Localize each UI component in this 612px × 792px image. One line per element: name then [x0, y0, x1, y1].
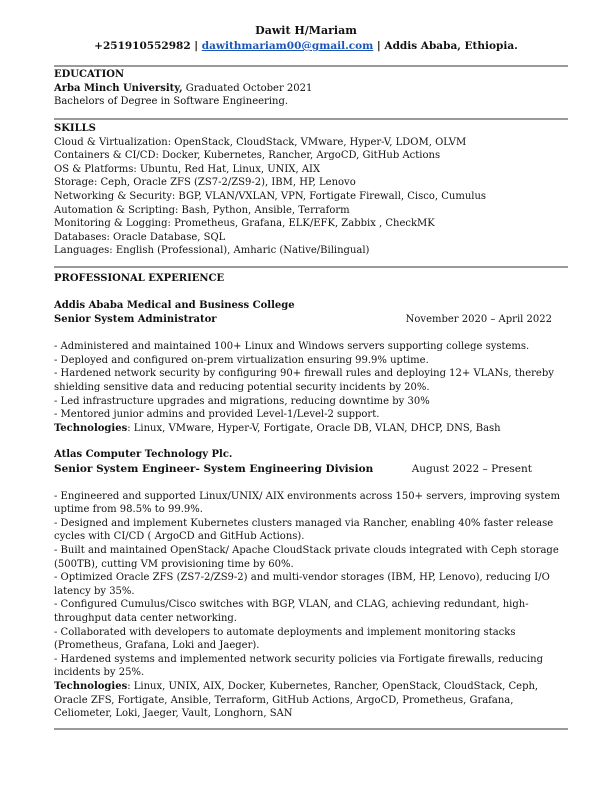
- job-bullet: - Built and maintained OpenStack/ Apache CloudStack private clouds integrated with Ceph storage (500TB), cutting VM provisioning time by 60%.: [54, 544, 559, 570]
- section-divider: [54, 65, 568, 67]
- job-bullet: - Collaborated with developers to automate deployments and implement monitoring stacks (Prometheus, Grafana, Loki and Jaeger).: [54, 626, 516, 652]
- degree: Bachelors of Degree in Software Engineering.: [54, 96, 289, 108]
- email-link[interactable]: dawithmariam00@gmail.com: [201, 40, 374, 52]
- job-title-row: [54, 313, 568, 327]
- section-divider: [54, 266, 568, 268]
- job-title: Senior System Engineer- System Engineering Division: [54, 462, 374, 475]
- skills-heading: SKILLS: [54, 123, 96, 134]
- job-bullet: - Led infrastructure upgrades and migrations, reducing downtime by 30%: [54, 395, 430, 407]
- skill-line: OS & Platforms: Ubuntu, Red Hat, Linux, UNIX, AIX: [54, 163, 321, 175]
- skills-section: [54, 122, 568, 258]
- skill-line: Storage: Ceph, Oracle ZFS (ZS7-2/ZS9-2), IBM, HP, Lenovo: [54, 177, 356, 189]
- job-title: Senior System Administrator: [54, 313, 217, 325]
- experience-heading-block: [54, 272, 568, 286]
- job-dates: August 2022 – Present: [411, 462, 532, 475]
- skill-line: Automation & Scripting: Bash, Python, Ansible, Terraform: [54, 204, 350, 216]
- education-section: [54, 68, 568, 109]
- skill-line: Networking & Security: BGP, VLAN/VXLAN, VPN, Fortigate Firewall, Cisco, Cumulus: [54, 190, 487, 202]
- experience-heading: PROFESSIONAL EXPERIENCE: [54, 273, 225, 284]
- company-name: Addis Ababa Medical and Business College: [54, 300, 295, 311]
- job-bullet: - Optimized Oracle ZFS (ZS7-2/ZS9-2) and multi-vendor storages (IBM, HP, Lenovo), reducing I/O latency by 35%.: [54, 572, 550, 597]
- candidate-name: Dawit H/Mariam: [255, 24, 357, 37]
- technologies-line: [54, 680, 568, 721]
- skill-line: Cloud & Virtualization: OpenStack, CloudStack, VMware, Hyper-V, LDOM, OLVM: [54, 136, 467, 148]
- job-bullet: - Designed and implement Kubernetes clusters managed via Rancher, enabling 40% faster release cycles with CI/CD ( ArgoCD and GitHub Actions).: [54, 517, 554, 543]
- technologies-label: Technologies: [54, 422, 128, 434]
- job-bullet: - Hardened network security by configuring 90+ firewall rules and deploying 12+ VLANs, thereby shielding sensitive data and reducing potential security incidents by 20%.: [54, 368, 554, 393]
- job-bullet: - Mentored junior admins and provided Level-1/Level-2 support.: [54, 409, 380, 421]
- job-bullet: - Deployed and configured on-prem virtualization ensuring 99.9% uptime.: [54, 354, 429, 366]
- section-divider: [54, 118, 568, 120]
- job-dates: November 2020 – April 2022: [405, 313, 552, 325]
- skill-line: Monitoring & Logging: Prometheus, Grafana, ELK/EFK, Zabbix , CheckMK: [54, 218, 435, 230]
- location: Addis Ababa, Ethiopia.: [384, 40, 518, 52]
- job-bullet: - Engineered and supported Linux/UNIX/ AIX environments across 150+ servers, improving system uptime from 98.5% to 99.9%.: [54, 490, 560, 516]
- education-school-line: [54, 82, 568, 96]
- technologies-label: Technologies: [54, 680, 128, 692]
- skill-line: Containers & CI/CD: Docker, Kubernetes, Rancher, ArgoCD, GitHub Actions: [54, 150, 441, 162]
- contact-line: [0, 40, 612, 52]
- technologies-line: [54, 422, 568, 436]
- separator: |: [190, 40, 202, 52]
- job-bullet: - Administered and maintained 100+ Linux and Windows servers supporting college systems.: [54, 341, 530, 353]
- job-entry: [54, 299, 568, 435]
- graduation-date: Graduated October 2021: [182, 82, 313, 94]
- section-divider: [54, 728, 568, 730]
- education-heading: EDUCATION: [54, 69, 125, 80]
- technologies-list: : Linux, VMware, Hyper-V, Fortigate, Oracle DB, VLAN, DHCP, DNS, Bash: [127, 422, 501, 434]
- company-name: Atlas Computer Technology Plc.: [54, 449, 233, 460]
- skill-line: Databases: Oracle Database, SQL: [54, 231, 226, 243]
- job-title-row: [54, 462, 568, 477]
- technologies-list: : Linux, UNIX, AIX, Docker, Kubernetes, Rancher, OpenStack, CloudStack, Ceph, Oracle ZFS, Fortigate, Ansible, Terraform, GitHub Actions, ArgoCD, Prometheus, Grafana, Celiometer, Loki, Jaeger, Vault, Longhorn, SAN: [54, 680, 539, 720]
- job-bullet: - Hardened systems and implemented network security policies via Fortigate firewalls, reducing incidents by 25%.: [54, 653, 544, 679]
- job-bullet: - Configured Cumulus/Cisco switches with BGP, VLAN, and CLAG, achieving redundant, high-throughput data center networking.: [54, 599, 529, 624]
- school-name: Arba Minch University,: [54, 82, 183, 94]
- separator: |: [373, 40, 385, 52]
- phone-number: +251910552982: [94, 40, 191, 52]
- skill-line: Languages: English (Professional), Amharic (Native/Bilingual): [54, 245, 370, 257]
- job-entry: [54, 448, 568, 721]
